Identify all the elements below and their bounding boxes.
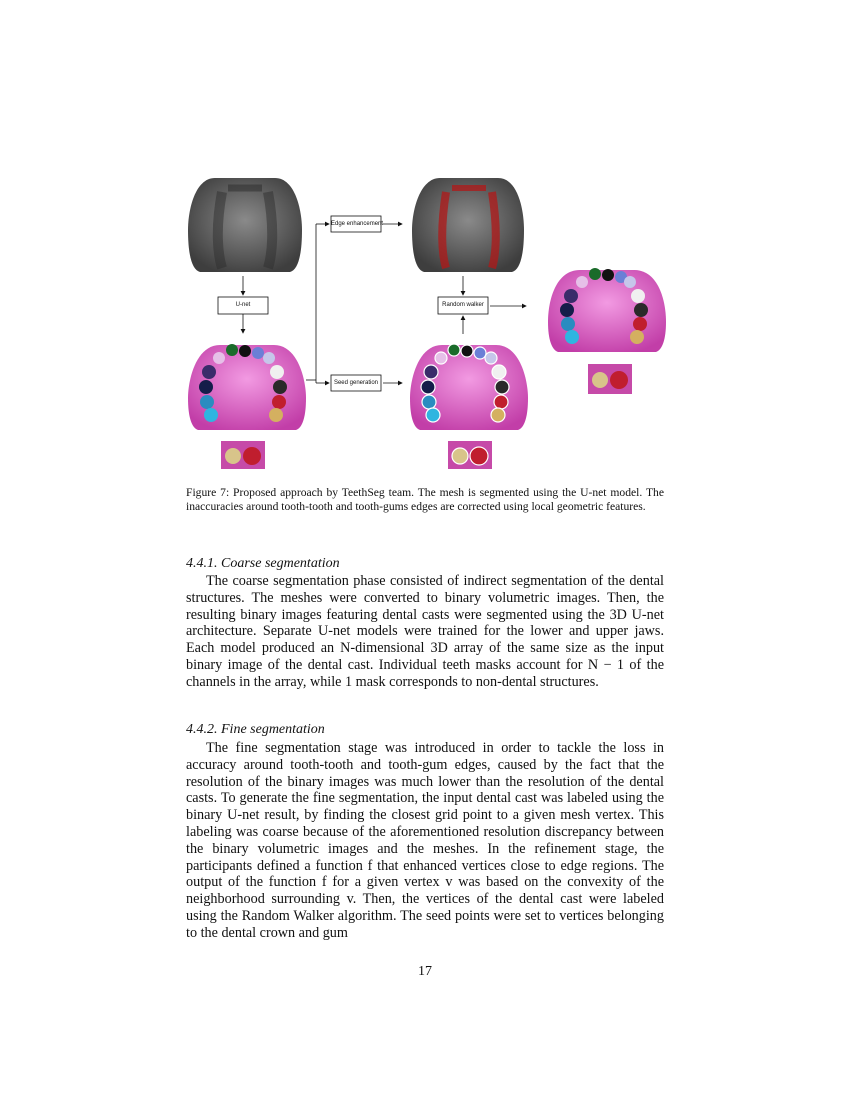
section-heading-fine: 4.4.2. Fine segmentation [186, 722, 325, 737]
final-result-mesh-image [548, 268, 666, 352]
paragraph-coarse-segmentation: The coarse segmentation phase consisted of indirect segmentation of the dental structures. The meshes were converted to binary volumetric images. Then, the resulting binary images featuring dental casts were segmented using the 3D U-net architecture. Separate U-net models were trained for the lower and upper jaws. Each model produced an N-dimensional 3D array of the same size as the input binary image of the dental cast. Individual teeth masks account for N − 1 of the channels in the array, while 1 mask corresponds to non-dental structures. [186, 573, 664, 690]
section-heading-coarse: 4.4.1. Coarse segmentation [186, 556, 340, 571]
seed-result-mesh-image [410, 344, 528, 430]
pipeline-figure [0, 0, 850, 480]
zoom-inset-seed [448, 441, 492, 469]
seed-generation-label: Seed generation [333, 380, 379, 386]
unet-label: U-net [235, 302, 251, 308]
zoom-inset-final [588, 364, 632, 394]
unet-result-mesh-image [188, 344, 306, 430]
random-walker-label: Random walker [442, 302, 484, 308]
pipeline-diagram [0, 0, 850, 480]
zoom-inset-unet [221, 441, 265, 469]
figure-caption: Figure 7: Proposed approach by TeethSeg team. The mesh is segmented using the U-net model. The inaccuracies around tooth-tooth and tooth-gums edges are corrected using local geometric features. [186, 486, 664, 513]
edge-enhancement-label: Edge enhancement [331, 221, 384, 227]
page-number: 17 [418, 964, 432, 979]
edge-enhanced-mesh-image [412, 178, 524, 272]
input-mesh-image [188, 178, 302, 272]
paragraph-fine-segmentation: The fine segmentation stage was introduced in order to tackle the loss in accuracy around tooth-tooth and tooth-gum edges, caused by the fact that the resolution of the binary images was much lower than the resolution of the dental casts. To generate the fine segmentation, the input dental cast was labeled using the binary U-net result, by finding the closest grid point to a given mesh vertex. This labeling was coarse because of the aforementioned resolution discrepancy between the binary volumetric images and the meshes. In the refinement stage, the participants defined a function f that enhanced vertices close to edge regions. The output of the function f for a given vertex v was based on the convexity of the neighborhood surrounding v. Then, the vertices of the dental cast were labeled using the Random Walker algorithm. The seed points were set to vertices belonging to the dental crown and gum [186, 740, 664, 941]
